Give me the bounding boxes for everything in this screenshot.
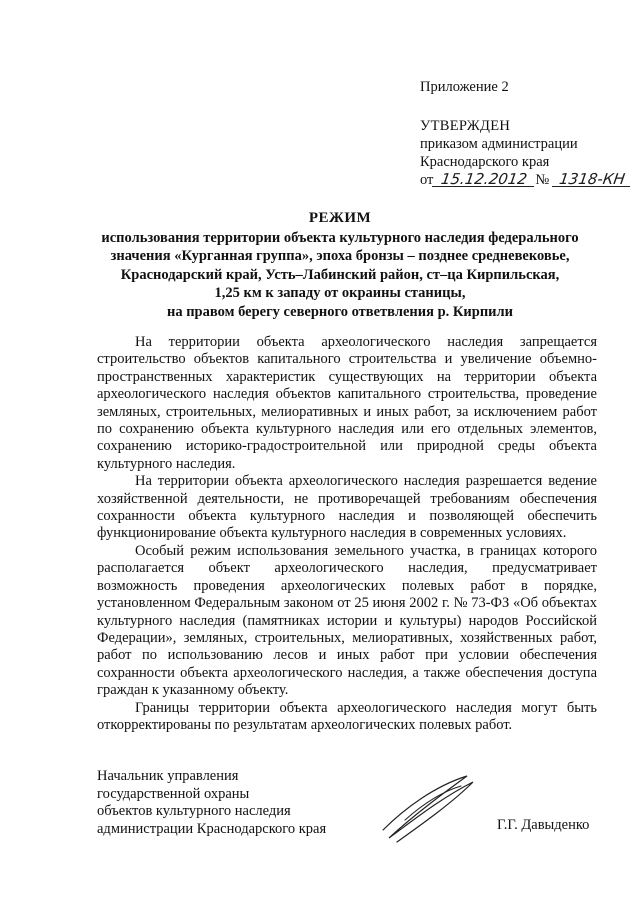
position-line: государственной охраны (97, 785, 250, 802)
approved-title: УТВЕРЖДЕН (420, 118, 511, 134)
approval-block (420, 117, 631, 189)
heading-line: Краснодарский край, Усть–Лабинский район, ст–ца Кирпильская, (120, 266, 560, 283)
approved-line: приказом администрации (420, 136, 578, 152)
position-line: Начальник управления (97, 768, 239, 784)
heading-line: значения «Курганная группа», эпоха бронзы – позднее средневековье, (110, 248, 570, 265)
order-date-handwritten: 15.12.2012 (432, 172, 536, 187)
body-paragraph: Границы территории объекта археологического наследия могут быть откорректированы по результатам археологических полевых работ. (97, 699, 597, 733)
body-paragraph: На территории объекта археологического наследия запрещается строительство объектов капитального строительства и увеличение объемно-пространственных характеристик существующих на территории объекта археологического наследия объектов капитального строительства, проведение земляных, строительных, мелиоративных и иных работ, за исключением работ по сохранению объекта культурного наследия или его отдельных элементов, сохранению историко-градостроительной или природной среды объекта культурного наследия. (97, 334, 597, 472)
heading-line: 1,25 км к западу от окраины станицы, (214, 285, 466, 302)
handwritten-signature (375, 768, 485, 848)
heading-line: использования территории объекта культурного наследия федерального (101, 229, 579, 246)
order-number-handwritten: 1318-КН (552, 172, 632, 187)
heading-line: на правом берегу северного ответвления р. Кирпили (166, 303, 514, 320)
approved-line: Краснодарского края (420, 154, 550, 170)
body-paragraph: Особый режим использования земельного участка, в границах которого располагается объект археологического наследия, предусматривает возможность проведения археологических полевых работ в порядке, установленном Федеральным законом от 25 июня 2002 г. № 73-ФЗ «Об объектах культурного наследия (памятниках истории и культуры) народов Российской Федерации», земляных, строительных, мелиоративных, хозяйственных работ, работ по использованию лесов и иных работ при условии обеспечения сохранности объекта археологического наследия, а также обеспечения доступа граждан к указанному объекту. (97, 542, 597, 699)
document-heading (60, 209, 620, 322)
signer-position (97, 768, 326, 838)
document-body (97, 334, 597, 734)
order-prefix: от (420, 172, 434, 188)
regime-title: РЕЖИМ (308, 210, 372, 226)
position-line: администрации Краснодарского края (97, 820, 327, 837)
order-line (420, 171, 631, 189)
order-number-label: № (535, 172, 550, 188)
position-line: объектов культурного наследия (97, 803, 291, 820)
signer-name: Г.Г. Давыденко (497, 817, 590, 833)
appendix-label: Приложение 2 (420, 79, 509, 95)
body-paragraph: На территории объекта археологического наследия разрешается ведение хозяйственной деятельности, не противоречащей требованиям обеспечения сохранности объекта культурного наследия и позволяющей обеспечить функционирование объекта культурного наследия в современных условиях. (97, 473, 597, 542)
